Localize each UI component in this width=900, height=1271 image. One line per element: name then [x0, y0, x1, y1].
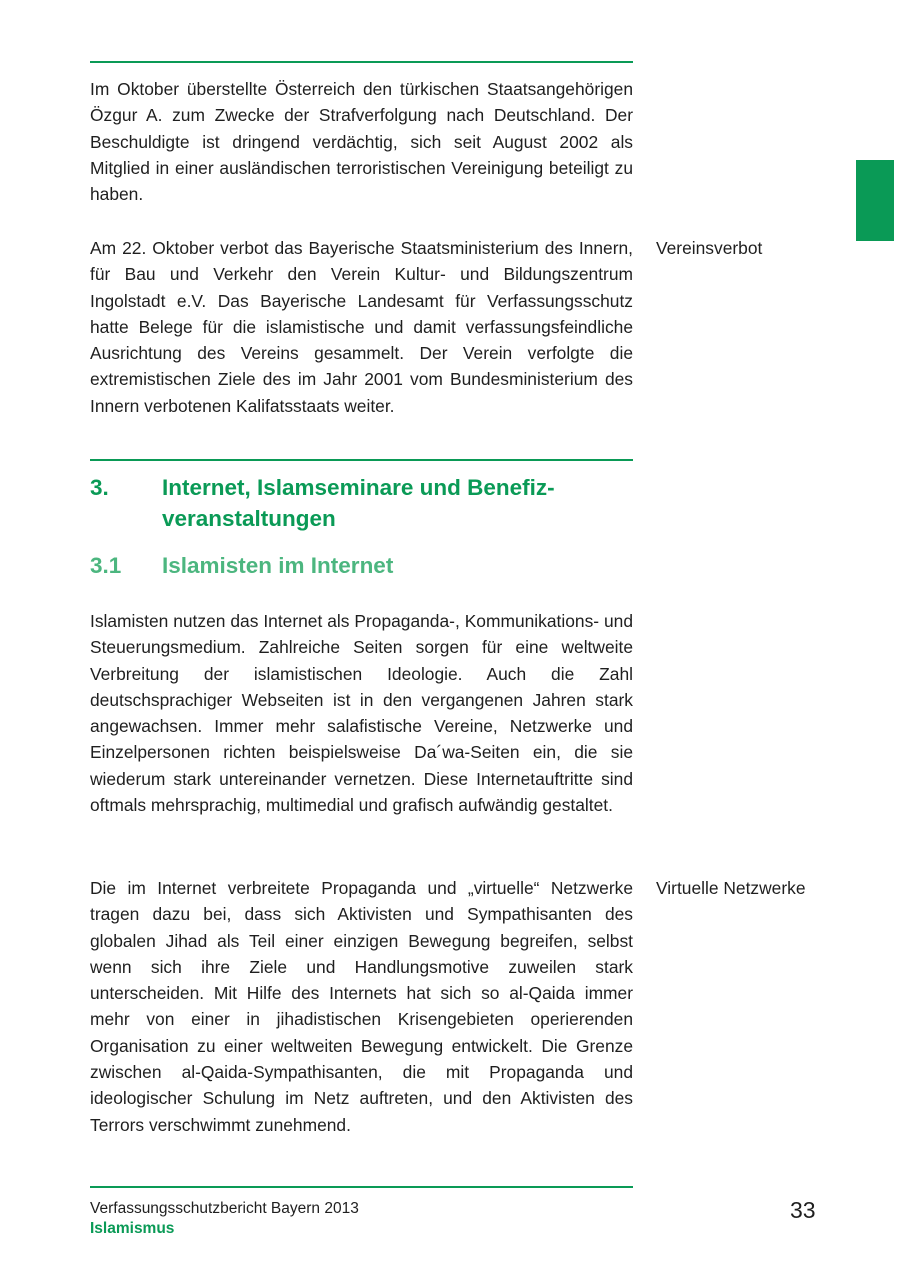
paragraph-association-ban: Am 22. Oktober verbot das Bayerische Staatsministerium des Innern, für Bau und Verkehr den Verein Kultur- und Bildungszentrum Ingolstadt e.V. Das Bayerische Landesamt für Verfassungsschutz hatte Belege für die islamistische und damit verfassungsfeindliche Ausrichtung des Vereins gesammelt. Der Verein verfolgte die extremistischen Ziele des im Jahr 2001 vom Bundesministerium des Innern verbotenen Kalifatsstaats weiter.: [90, 238, 633, 416]
margin-note-virtuelle-netzwerke: Virtuelle Netzwerke: [656, 878, 806, 898]
footer-chapter-name: Islamismus: [90, 1220, 175, 1237]
subsection-number: 3.1: [90, 553, 122, 578]
footer-divider: [90, 1186, 633, 1188]
section-number: 3.: [90, 475, 109, 500]
section-divider: [90, 459, 633, 461]
chapter-tab-marker: [856, 160, 894, 241]
top-divider: [90, 61, 633, 63]
paragraph-extradition: Im Oktober überstellte Österreich den türkischen Staatsangehörigen Özgur A. zum Zwecke der Strafverfolgung nach Deutschland. Der Beschuldigte ist dringend verdächtig, sich seit August 2002 als Mitglied in einer ausländischen terroristischen Vereinigung beteiligt zu haben.: [90, 79, 633, 205]
section-title: Internet, Islamseminare und Benefizveranstaltungen: [162, 475, 555, 531]
subsection-title: Islamisten im Internet: [162, 553, 394, 578]
paragraph-virtual-networks: Die im Internet verbreitete Propaganda und „virtuelle“ Netzwerke tragen dazu bei, dass sich Aktivisten und Sympathisanten des globalen Jihad als Teil einer einzigen Bewegung begreifen, selbst wenn sich ihre Ziele und Handlungsmotive zuweilen stark unterscheiden. Mit Hilfe des Internets hat sich so al-Qaida immer mehr von einer in jihadistischen Krisengebieten operierenden Organisation zu einer weltweiten Bewegung entwickelt. Die Grenze zwischen al-Qaida-Sympathisanten, die mit Propaganda und ideologischer Schulung im Netz auftreten, und den Aktivisten des Terrors verschwimmt zunehmend.: [90, 878, 633, 1135]
footer-report-title: Verfassungsschutzbericht Bayern 2013: [90, 1200, 359, 1217]
page-number: 33: [790, 1197, 816, 1223]
paragraph-internet-propaganda: Islamisten nutzen das Internet als Propaganda-, Kommunikations- und Steuerungsmedium. Zahlreiche Seiten sorgen für eine weltweite Verbreitung der islamistischen Ideologie. Auch die Zahl deutschsprachiger Webseiten ist in den vergangenen Jahren stark angewachsen. Immer mehr salafistische Vereine, Netzwerke und Einzelpersonen richten beispielsweise Da´wa-Seiten ein, die sie wiederum stark untereinander vernetzen. Diese Internetauftritte sind oftmals mehrsprachig, multimedial und grafisch aufwändig gestaltet.: [90, 611, 633, 816]
margin-note-vereinsverbot: Vereinsverbot: [656, 238, 763, 258]
